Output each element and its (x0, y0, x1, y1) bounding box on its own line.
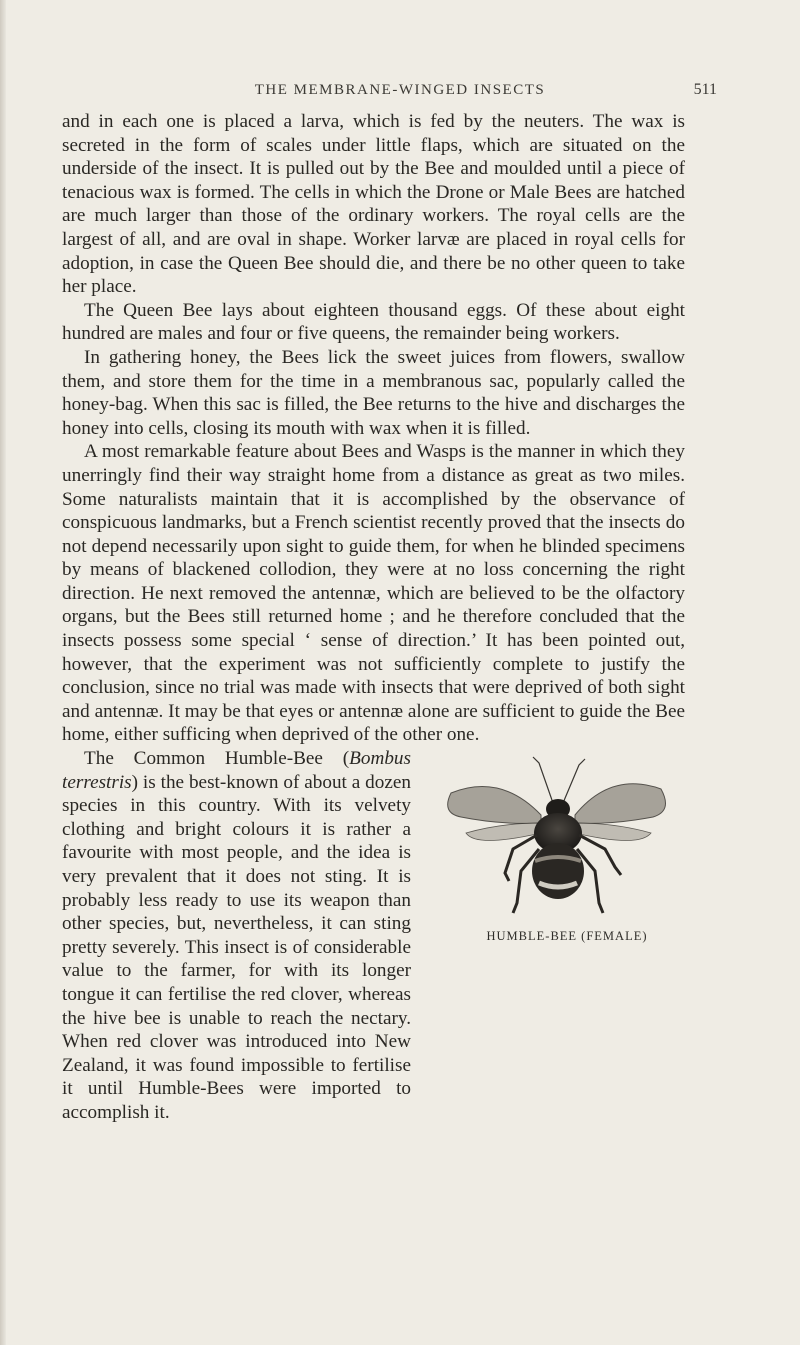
body-text (62, 110, 685, 1125)
paragraph: and in each one is placed a larva, which is fed by the neuters. The wax is secreted in the form of scales under little flaps, which are situated on the underside of the insect. It is pulled out by the Bee and moulded until a piece of tenacious wax is formed. The cells in which the Drone or Male Bees are hatched are much larger than those of the ordinary workers. The royal cells are the largest of all, and are oval in shape. Worker larvæ are placed in royal cells for adoption, in case the Queen Bee should die, and there be no other queen to take her place. (62, 111, 685, 298)
running-title: THE MEMBRANE-WINGED INSECTS (254, 82, 546, 98)
antenna-right (563, 759, 585, 803)
humble-bee-text-rest: ) is the best-known of about a dozen species in this country. With its velvety clothing and bright colours it is rather a favourite with most people, and the idea is very prevalent that it does not sting. It is probably less ready to use its weapon than other species, but, nevertheless, it can sting pretty severely. This insect is of considerable value to the farmer, for with its longer tongue it can fertilise the red clover, whereas the hive bee is unable to reach the nectary. When red clover was introduced into New Zealand, it was found impossible to fertilise it until Humble-Bees were imported to accomplish it. (62, 771, 411, 1123)
paragraph-humble-bee (62, 747, 685, 1125)
wing-left-upper (448, 787, 541, 824)
running-head (0, 82, 800, 106)
leg-right-front (579, 835, 621, 875)
humble-bee-figure (421, 753, 691, 1123)
paragraph: In gathering honey, the Bees lick the sweet juices from flowers, swallow them, and store them for the time in a membranous sac, popularly called the honey-bag. When this sac is filled, the Bee returns to the hive and discharges the honey into cells, closing its mouth with wax when it is filled. (62, 346, 685, 439)
bee-abdomen (532, 843, 584, 899)
wing-right-upper (575, 784, 666, 824)
paragraph: The Queen Bee lays about eighteen thousand eggs. Of these about eight hundred are males and four or five queens, the remainder being workers. (62, 299, 685, 345)
page-edge-shadow (0, 0, 6, 1345)
figure-caption: HUMBLE-BEE (FEMALE) (486, 929, 648, 944)
humble-bee-illustration (421, 753, 691, 933)
paragraph: A most remarkable feature about Bees and Wasps is the manner in which they unerringly find their way straight home from a distance as great as two miles. Some naturalists maintain that it is accomplished by the observance of conspicuous landmarks, but a French scientist recently proved that the insects do not depend necessarily upon sight to guide them, for when he blinded specimens by means of blackened collodion, they were at no loss concerning the right direction. He next removed the antennæ, which are believed to be the olfactory organs, but the Bees still returned home ; and he therefore concluded that the insects possess some special ‘ sense of direction.’ It has been pointed out, however, that the experiment was not sufficiently complete to justify the conclusion, since no trial was made with insects that were deprived of both sight and antennæ. It may be that eyes or antennæ alone are sufficient to guide the Bee home, either sufficing when deprived of the other one. (62, 441, 685, 746)
humble-bee-text-lead: The Common Humble-Bee ( (84, 748, 350, 770)
antenna-left (533, 757, 553, 803)
species-name: Bombus terrestris (62, 748, 411, 793)
page-number: 511 (693, 81, 717, 98)
